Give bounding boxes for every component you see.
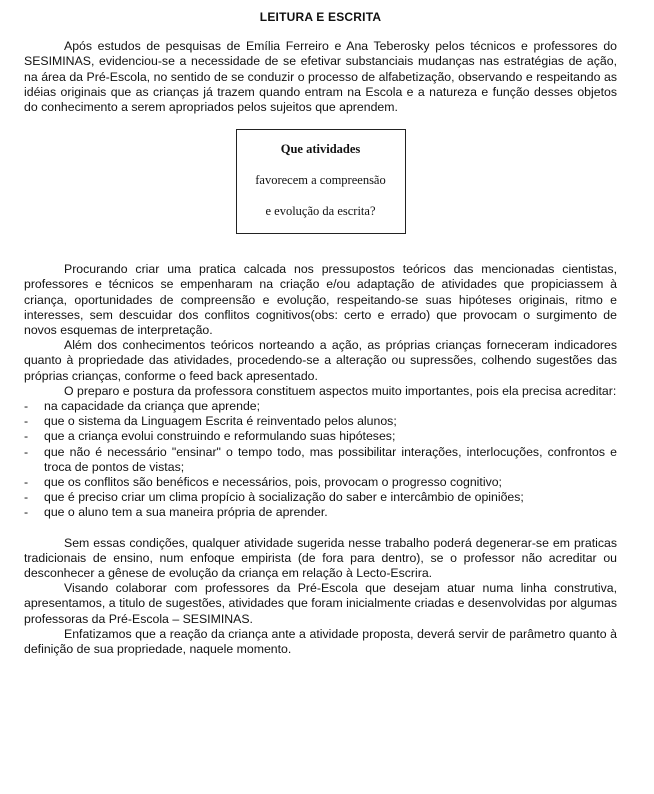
intro-paragraph: Após estudos de pesquisas de Emília Ferreiro e Ana Teberosky pelos técnicos e professores do SESIMINAS, evidenciou-se a necessidade de se efetivar substanciais mudanças nas estratégias de ação, na área da Pré-Escola, no sentido de se conduzir o processo de alfabetização, observando e respeitando as idéias originais que as crianças já trazem quando entram na Escola e a natureza e função desses objetos do conhecimento a serem apropriados pelos sujeitos que aprendem.: [24, 39, 617, 115]
paragraph-knowledge: Além dos conhecimentos teóricos norteando a ação, as próprias crianças forneceram indicadores quanto à propriedade das atividades, procedendo-se a alteração ou supressões, colhendo sugestões das próprias crianças, conforme o feed back apresentado.: [24, 338, 617, 383]
list-item-text: que a criança evolui construindo e reformulando suas hipóteses;: [44, 429, 396, 444]
question-line-3: e evolução da escrita?: [265, 204, 376, 219]
list-item: [24, 429, 617, 444]
list-dash: -: [24, 490, 29, 505]
list-dash: -: [24, 414, 29, 429]
beliefs-list: [24, 399, 617, 521]
list-item: [24, 505, 617, 520]
list-item-text: que o sistema da Linguagem Escrita é reinventado pelos alunos;: [44, 414, 397, 429]
list-item: [24, 414, 617, 429]
list-dash: -: [24, 475, 29, 490]
document-title: LEITURA E ESCRITA: [259, 10, 382, 24]
list-item-text: que o aluno tem a sua maneira própria de aprender.: [44, 505, 328, 520]
paragraph-conditions: Sem essas condições, qualquer atividade sugerida nesse trabalho poderá degenerar-se em praticas tradicionais de ensino, num enfoque empirista (de fora para dentro), se o professor não acreditar ou desconhecer a gênese de evolução da criança em relação à Lecto-Escrira.: [24, 535, 617, 581]
question-line-2: favorecem a compreensão: [255, 173, 386, 188]
list-item: [24, 490, 617, 505]
spacer: [24, 521, 617, 536]
list-item-text: que é preciso criar um clima propício à socialização do saber e intercâmbio de opiniões;: [44, 490, 524, 505]
list-item-text: na capacidade da criança que aprende;: [44, 399, 261, 414]
list-dash: -: [24, 505, 29, 520]
list-item-text: que não é necessário "ensinar" o tempo todo, mas possibilitar interações, interlocuções, confrontos e troca de pontos de vistas;: [44, 444, 617, 474]
list-item-text: que os conflitos são benéficos e necessários, pois, provocam o progresso cognitivo;: [44, 475, 502, 490]
question-box: [236, 129, 406, 234]
document-page: [24, 10, 617, 657]
list-item: [24, 399, 617, 414]
list-item: [24, 445, 617, 475]
paragraph-teacher: O preparo e postura da professora constituem aspectos muito importantes, pois ela precisa acreditar:: [64, 383, 617, 398]
list-dash: -: [24, 444, 29, 459]
list-dash: -: [24, 399, 29, 414]
list-item: [24, 475, 617, 490]
list-dash: -: [24, 429, 29, 444]
paragraph-practice: Procurando criar uma pratica calcada nos pressupostos teóricos das mencionadas cientistas, professores e técnicos se empenharam na criação e/ou adaptação de atividades que propiciassem à criança, oportunidades de compreensão e evolução, respeitando-se suas hipóteses originais, ritmo e interesses, sem descuidar dos conflitos cognitivos(obs: certo e errado) que provocam o surgimento de novos esquemas de interpretação.: [24, 262, 617, 338]
question-line-1: Que atividades: [280, 142, 361, 157]
paragraph-suggestions: Visando colaborar com professores da Pré-Escola que desejam atuar numa linha construtiva, apresentamos, a titulo de sugestões, atividades que foram inicialmente criadas e desenvolvidas por algumas professoras da Pré-Escola – SESIMINAS.: [24, 581, 617, 626]
paragraph-reaction: Enfatizamos que a reação da criança ante a atividade proposta, deverá servir de parâmetro quanto à definição de sua propriedade, naquele momento.: [24, 626, 617, 657]
